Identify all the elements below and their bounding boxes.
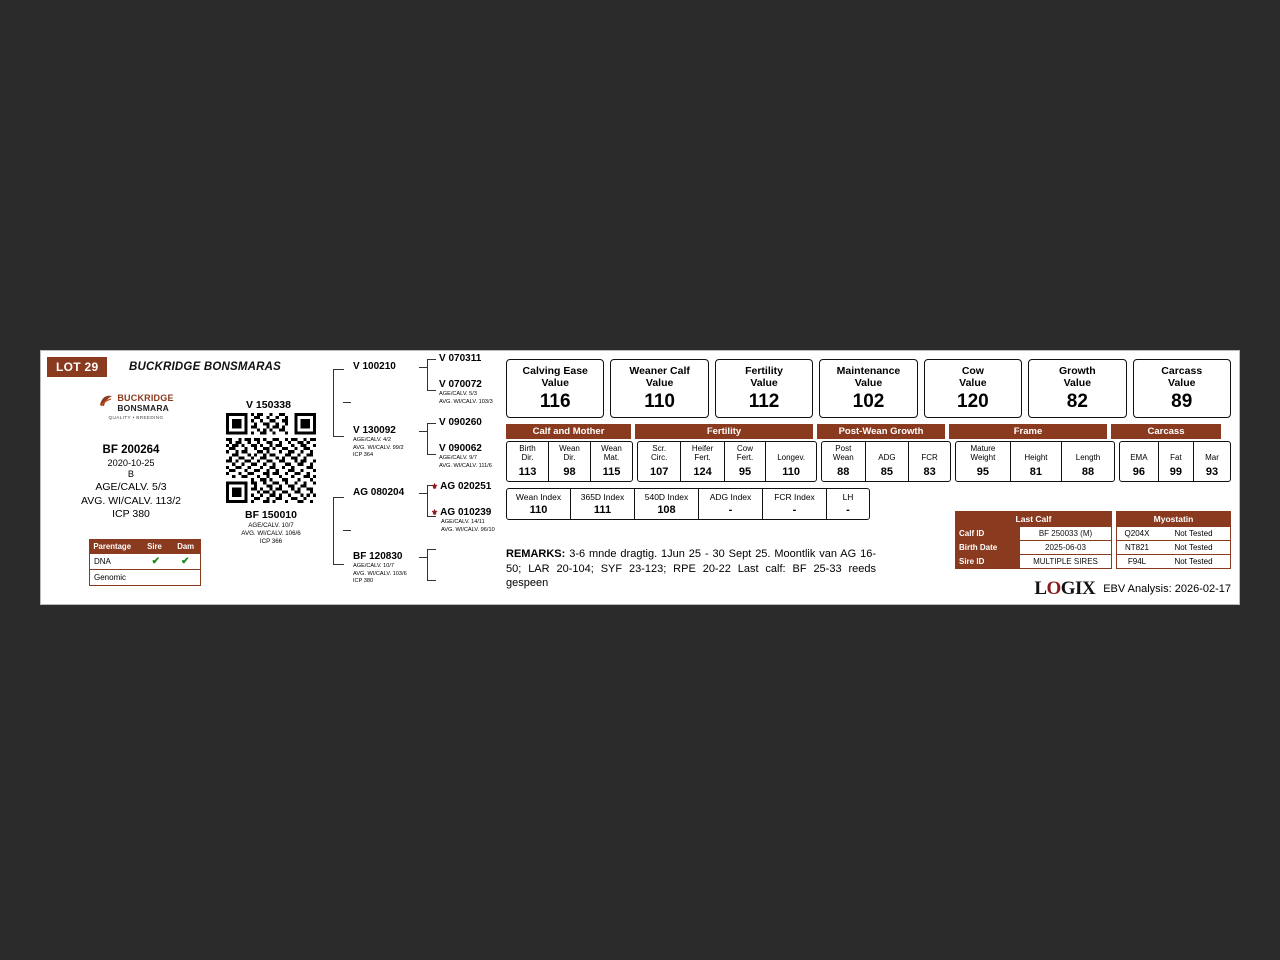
pedigree-gen2-1-meta1: AVG. WI/CALV. 99/2 — [353, 444, 404, 451]
pedigree-gen3-5-meta0: AGE/CALV. 14/11 — [441, 519, 485, 525]
dam-avg-wi: AVG. WI/CALV. 106/6 — [241, 529, 301, 537]
trait-heifer-fert: Heifer Fert. 124 — [680, 442, 723, 481]
index-row — [506, 488, 870, 520]
trait-mature-weight: Mature Weight 95 — [956, 442, 1010, 481]
index-lh — [826, 489, 869, 519]
trait-ema: EMA 96 — [1120, 442, 1158, 481]
parentage-col-sire: Sire — [147, 542, 162, 551]
myostatin-nt821-value: Not Tested — [1174, 543, 1213, 552]
last-calf-sireid-value: MULTIPLE SIRES — [1033, 557, 1098, 566]
index-540d-label: 540D Index — [644, 491, 689, 502]
trait-birth-dir: Birth Dir. 113 — [507, 442, 548, 481]
pedigree-gen2-3-meta0: AGE/CALV. 10/7 — [353, 563, 395, 569]
parentage-col-dam: Dam — [177, 542, 195, 551]
trait-cow-fert: Cow Fert. 95 — [724, 442, 766, 481]
value-fertility — [715, 359, 813, 418]
dam-identity — [206, 509, 336, 545]
index-wean-label: Wean Index — [515, 491, 562, 502]
trait-ema-value: 96 — [1132, 465, 1146, 478]
group-header-calf-and-mother: Calf and Mother — [506, 424, 631, 439]
logix-mark-icon-2: ⚜ — [431, 508, 439, 517]
parentage-row-dna — [90, 553, 200, 569]
qr-code[interactable] — [226, 413, 316, 503]
dam-id: BF 150010 — [245, 509, 297, 521]
pedigree-node-gen2-3 — [353, 551, 407, 586]
value-fertility-number: 112 — [748, 391, 780, 413]
pedigree-gen2-1-meta2: ICP 364 — [353, 452, 374, 459]
pedigree-node-gen3-2 — [439, 417, 482, 429]
group-header-post-wean-growth: Post-Wean Growth — [817, 424, 945, 439]
trait-post-wean-value: 88 — [837, 465, 850, 478]
trait-group-headers — [506, 424, 1231, 439]
trait-length: Length 88 — [1061, 442, 1114, 481]
stud-name: BUCKRIDGE BONSMARAS — [129, 361, 282, 373]
trait-height-value: 81 — [1029, 465, 1043, 478]
trait-length-value: 88 — [1081, 465, 1095, 478]
pedigree-gen3-3-meta0: AGE/CALV. 9/7 — [439, 455, 477, 461]
value-carcass-number: 89 — [1171, 391, 1193, 413]
pedigree-gen3-1-meta0: AGE/CALV. 5/3 — [439, 391, 477, 397]
remarks-label: REMARKS: — [506, 548, 566, 560]
parentage-genomic-label: Genomic — [94, 573, 127, 582]
pedigree-gen3-5-meta1: AVG. WI/CALV. 96/10 — [441, 526, 495, 533]
value-weaner-calf-number: 110 — [644, 391, 675, 413]
logo-mark-icon — [98, 393, 114, 414]
animal-dob: 2020-10-25 — [107, 457, 155, 468]
value-maintenance-number: 102 — [852, 391, 885, 413]
animal-age-calv: AGE/CALV. 5/3 — [95, 481, 167, 494]
breeder-logo — [81, 393, 191, 420]
trait-longevity-value: 110 — [782, 465, 801, 478]
myostatin-nt821-key: NT821 — [1124, 543, 1149, 552]
myostatin-q204x-value: Not Tested — [1174, 529, 1213, 538]
pedigree-gen3-0-id: V 070311 — [439, 353, 482, 364]
pedigree-node-gen2-0 — [353, 361, 396, 373]
parentage-dna-sire-check-icon: ✔ — [151, 556, 161, 567]
trait-mature-weight-value: 95 — [976, 465, 990, 478]
pedigree-gen3-3-meta1: AVG. WI/CALV. 111/6 — [439, 462, 492, 469]
last-calf-row-birthdate — [956, 540, 1111, 554]
index-wean — [507, 489, 570, 519]
last-calf-table — [955, 511, 1112, 569]
pedigree-gen2-3-meta2: ICP 380 — [353, 578, 374, 585]
pedigree-gen3-1-meta1: AVG. WI/CALV. 103/3 — [439, 398, 493, 405]
animal-identity — [51, 443, 211, 522]
index-lh-value: - — [846, 503, 850, 516]
trait-post-wean: Post Wean 88 — [822, 442, 865, 481]
value-cow-l1: Cow — [961, 365, 984, 377]
value-growth-number: 82 — [1066, 391, 1088, 413]
value-calving-ease — [506, 359, 604, 418]
group-header-frame: Frame — [949, 424, 1107, 439]
last-calf-id-key: Calf ID — [956, 527, 1020, 540]
footer — [1034, 578, 1231, 600]
pedigree-gen3-2-id: V 090260 — [439, 417, 482, 428]
logix-logo: LOGIX — [1034, 578, 1096, 599]
brand-name: BUCKRIDGE — [117, 393, 174, 404]
group-header-carcass: Carcass — [1111, 424, 1221, 439]
value-cow-l2: Value — [959, 377, 987, 390]
value-carcass — [1133, 359, 1231, 418]
trait-heifer-fert-value: 124 — [693, 465, 712, 478]
trait-adg: ADG 85 — [865, 442, 909, 481]
parentage-header — [90, 540, 200, 553]
index-365d — [570, 489, 634, 519]
last-calf-sireid-key: Sire ID — [956, 555, 1020, 568]
trait-birth-dir-value: 113 — [518, 465, 537, 478]
index-values-row — [506, 359, 1231, 418]
animal-id: BF 200264 — [102, 444, 160, 456]
trait-longevity: Longev. 110 — [765, 442, 816, 481]
pedigree-node-gen3-3 — [439, 443, 492, 470]
index-lh-label: LH — [842, 491, 854, 502]
last-calf-row-sireid — [956, 554, 1111, 568]
pedigree-gen2-3-meta1: AVG. WI/CALV. 103/6 — [353, 570, 407, 577]
sire-id: V 150338 — [246, 399, 291, 411]
trait-wean-dir: Wean Dir. 98 — [548, 442, 590, 481]
ebv-analysis-date: EBV Analysis: 2026-02-17 — [1103, 583, 1231, 595]
value-carcass-l1: Carcass — [1161, 365, 1203, 377]
index-365d-label: 365D Index — [580, 491, 625, 502]
trait-group-fertility — [637, 441, 817, 482]
index-fcr-value: - — [792, 503, 797, 516]
trait-wean-mat-value: 115 — [602, 465, 621, 478]
index-wean-value: 110 — [529, 503, 548, 516]
last-calf-birthdate-value: 2025-06-03 — [1045, 543, 1086, 552]
trait-group-carcass — [1119, 441, 1231, 482]
last-calf-birthdate-key: Birth Date — [956, 541, 1020, 554]
value-growth — [1028, 359, 1126, 418]
trait-height: Height 81 — [1010, 442, 1061, 481]
parentage-row-genomic — [90, 569, 200, 585]
pedigree-gen3-3-id: V 090062 — [439, 443, 482, 454]
parentage-col-parentage: Parentage — [93, 542, 132, 551]
index-adg — [698, 489, 762, 519]
dam-icp: ICP 366 — [259, 537, 283, 545]
trait-group-post-wean — [821, 441, 951, 482]
trait-group-frame — [955, 441, 1115, 482]
value-weaner-calf-l2: Value — [645, 377, 674, 390]
index-540d-value: 108 — [657, 503, 676, 516]
trait-wean-dir-value: 98 — [563, 465, 576, 478]
pedigree-gen2-1-meta0: AGE/CALV. 4/2 — [353, 437, 391, 443]
value-maintenance — [819, 359, 917, 418]
value-calving-ease-l1: Calving Ease — [522, 365, 588, 377]
trait-group-calf-and-mother — [506, 441, 633, 482]
value-weaner-calf — [610, 359, 708, 418]
value-growth-l1: Growth — [1058, 365, 1096, 377]
index-adg-label: ADG Index — [709, 491, 752, 502]
value-cow — [924, 359, 1022, 418]
pedigree-gen3-1-id: V 070072 — [439, 379, 482, 390]
brand-sub: BONSMARA — [117, 402, 169, 413]
pedigree-panel — [41, 351, 502, 604]
last-calf-title: Last Calf — [956, 512, 1111, 526]
value-calving-ease-l2: Value — [541, 377, 569, 390]
trait-values-row — [506, 441, 1231, 482]
trait-scr-circ: Scr. Circ. 107 — [638, 442, 680, 481]
parentage-table — [89, 539, 201, 586]
value-calving-ease-number: 116 — [539, 391, 571, 413]
index-fcr-label: FCR Index — [774, 491, 815, 502]
value-maintenance-l1: Maintenance — [836, 365, 901, 377]
pedigree-gen2-0-id: V 100210 — [353, 361, 396, 372]
last-calf-and-myostatin — [955, 511, 1231, 569]
pedigree-node-gen3-1 — [439, 379, 493, 406]
group-header-fertility: Fertility — [635, 424, 813, 439]
pedigree-gen2-1-id: V 130092 — [353, 425, 396, 436]
trait-fat: Fat 99 — [1158, 442, 1193, 481]
brand-tagline: QUALITY • BREEDING — [108, 415, 164, 420]
last-calf-row-id — [956, 526, 1111, 540]
pedigree-node-gen2-1 — [353, 425, 404, 460]
trait-fcr: FCR 83 — [908, 442, 950, 481]
catalogue-card — [40, 350, 1240, 605]
animal-avg-wi: AVG. WI/CALV. 113/2 — [81, 494, 181, 507]
value-maintenance-l2: Value — [854, 377, 883, 390]
trait-scr-circ-value: 107 — [650, 465, 669, 478]
myostatin-f94l-value: Not Tested — [1174, 557, 1213, 566]
pedigree-node-gen3-0 — [439, 353, 481, 365]
value-cow-number: 120 — [957, 391, 989, 413]
lot-badge: LOT 29 — [47, 357, 107, 377]
trait-wean-mat: Wean Mat. 115 — [590, 442, 632, 481]
trait-adg-value: 85 — [880, 465, 894, 478]
remarks-text: 3-6 mnde dragtig. 1Jun 25 - 30 Sept 25. Moontlik van AG 16-50; LAR 20-104; SYF 23-123; RPE 20-22 Last calf: BF 25-33 reeds gespeen — [506, 548, 876, 590]
myostatin-table — [1116, 511, 1231, 569]
animal-icp: ICP 380 — [112, 508, 150, 521]
last-calf-id-value: BF 250033 (M) — [1038, 529, 1093, 538]
index-540d — [634, 489, 698, 519]
value-growth-l2: Value — [1063, 377, 1092, 390]
myostatin-title: Myostatin — [1117, 512, 1230, 526]
myostatin-q204x-key: Q204X — [1124, 529, 1150, 538]
pedigree-gen2-2-id: AG 080204 — [353, 487, 405, 498]
value-fertility-l2: Value — [750, 377, 778, 390]
pedigree-gen3-4-id: ⚜ AG 020251 — [431, 481, 492, 492]
ebv-panel — [502, 351, 1239, 604]
value-carcass-l2: Value — [1168, 377, 1196, 390]
trait-mar-value: 93 — [1205, 465, 1219, 478]
myostatin-row-f94l — [1117, 554, 1230, 568]
index-adg-value: - — [728, 503, 733, 516]
pedigree-node-gen3-4 — [431, 481, 491, 493]
pedigree-gen2-3-id: BF 120830 — [353, 551, 403, 562]
value-fertility-l1: Fertility — [745, 365, 784, 377]
animal-sex: B — [127, 469, 135, 480]
myostatin-row-nt821 — [1117, 540, 1230, 554]
pedigree-node-gen3-5 — [431, 507, 495, 534]
remarks — [506, 547, 876, 591]
index-fcr — [762, 489, 826, 519]
myostatin-row-q204x — [1117, 526, 1230, 540]
parentage-dna-dam-check-icon: ✔ — [181, 556, 190, 567]
pedigree-gen3-5-id: ⚜ AG 010239 — [431, 507, 492, 518]
index-365d-value: 111 — [593, 503, 612, 516]
pedigree-node-gen2-2 — [353, 487, 404, 499]
trait-cow-fert-value: 95 — [738, 465, 752, 478]
trait-fat-value: 99 — [1169, 465, 1183, 478]
parentage-dna-label: DNA — [94, 557, 111, 566]
trait-mar: Mar 93 — [1193, 442, 1230, 481]
value-weaner-calf-l1: Weaner Calf — [629, 365, 690, 377]
dam-age-calv: AGE/CALV. 10/7 — [248, 522, 294, 530]
trait-fcr-value: 83 — [923, 465, 936, 478]
myostatin-f94l-key: F94L — [1127, 557, 1147, 566]
logix-mark-icon: ⚜ — [431, 482, 439, 491]
